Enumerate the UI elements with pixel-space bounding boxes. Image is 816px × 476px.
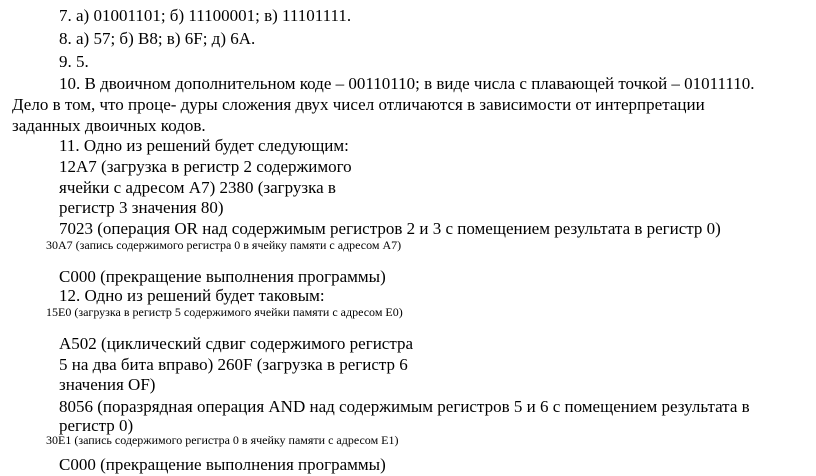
program-line: ячейки с адресом A7) 2380 (загрузка в	[59, 178, 336, 197]
program-line-small: 30A7 (запись содержимого регистра 0 в ячейку памяти с адресом A7)	[46, 238, 402, 252]
answer-9: 9. 5.	[59, 52, 89, 71]
program-line-small: 15E0 (загрузка в регистр 5 содержимого ячейки памяти с адресом E0)	[46, 305, 403, 319]
program-line: C000 (прекращение выполнения программы)	[59, 455, 386, 474]
program-line: 5 на два бита вправо) 260F (загрузка в регистр 6	[59, 355, 408, 374]
answer-7: 7. а) 01001101; б) 11100001; в) 11101111.	[59, 6, 352, 25]
answer-10: 10. В двоичном дополнительном коде – 00110110; в виде числа с плавающей точкой – 01011110.	[59, 74, 755, 93]
program-line: 12A7 (загрузка в регистр 2 содержимого	[59, 157, 352, 176]
answer-10-line-2: Дело в том, что проце- дуры сложения двух чисел отличаются в зависимости от интерпретации	[12, 95, 705, 114]
answer-8: 8. а) 57; б) B8; в) 6F; д) 6A.	[59, 29, 256, 48]
answer-10-line-3: заданных двоичных кодов.	[12, 116, 206, 135]
program-line: 7023 (операция OR над содержимым регистров 2 и 3 с помещением результата в регистр 0)	[59, 219, 721, 238]
program-line: регистр 0)	[59, 416, 134, 435]
answer-12-heading: 12. Одно из решений будет таковым:	[59, 286, 325, 305]
program-line-small: 30E1 (запись содержимого регистра 0 в ячейку памяти с адресом E1)	[46, 433, 399, 447]
program-line: 8056 (поразрядная операция AND над содержимым регистров 5 и 6 с помещением результата в	[59, 397, 750, 416]
program-line: регистр 3 значения 80)	[59, 198, 224, 217]
program-line: значения OF)	[59, 375, 156, 394]
program-line: C000 (прекращение выполнения программы)	[59, 267, 386, 286]
answer-11-heading: 11. Одно из решений будет следующим:	[59, 136, 349, 155]
program-line: A502 (циклический сдвиг содержимого регистра	[59, 334, 414, 353]
